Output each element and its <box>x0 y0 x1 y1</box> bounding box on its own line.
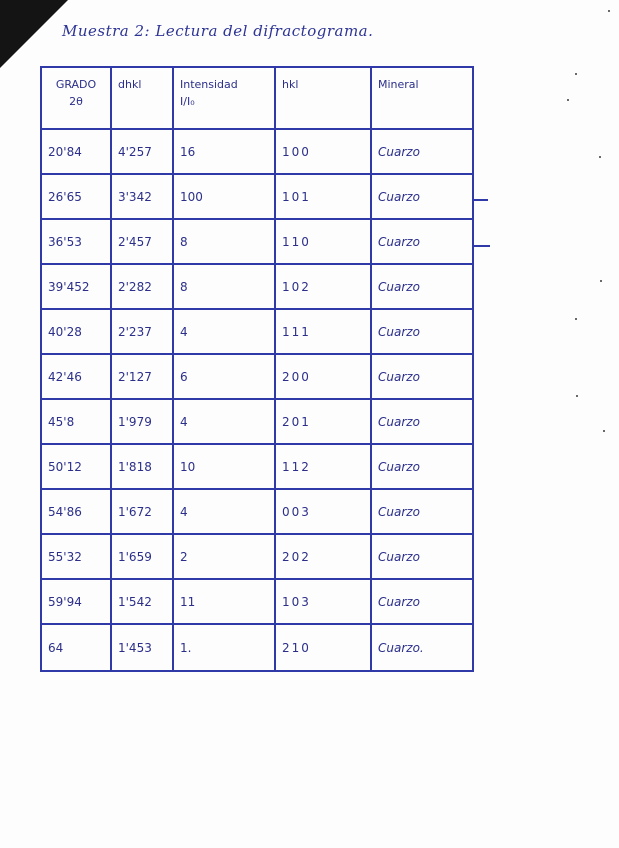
header-intensidad <box>173 67 275 129</box>
cell-dhkl: 3'342 <box>111 174 173 219</box>
cell-dhkl: 2'237 <box>111 309 173 354</box>
cell-mineral: Cuarzo <box>371 534 473 579</box>
cell-dhkl: 1'818 <box>111 444 173 489</box>
cell-hkl: 003 <box>275 489 371 534</box>
cell-dhkl: 2'282 <box>111 264 173 309</box>
cell-dhkl: 1'542 <box>111 579 173 624</box>
header-grado-line1: GRADO <box>55 78 97 91</box>
cell-grado: 26'65 <box>41 174 111 219</box>
cell-hkl: 102 <box>275 264 371 309</box>
header-mineral <box>371 67 473 129</box>
stray-line <box>474 199 488 201</box>
table-row <box>41 174 473 219</box>
cell-intensidad: 4 <box>173 309 275 354</box>
cell-intensidad: 6 <box>173 354 275 399</box>
cell-grado: 45'8 <box>41 399 111 444</box>
header-intensidad-line1: Intensidad <box>180 78 238 91</box>
cell-grado: 59'94 <box>41 579 111 624</box>
table-row <box>41 489 473 534</box>
table-row <box>41 354 473 399</box>
cell-mineral: Cuarzo <box>371 309 473 354</box>
table-row <box>41 579 473 624</box>
cell-mineral: Cuarzo <box>371 579 473 624</box>
cell-dhkl: 1'979 <box>111 399 173 444</box>
paper-speck <box>567 99 569 101</box>
cell-dhkl: 1'453 <box>111 624 173 671</box>
table-row <box>41 534 473 579</box>
cell-intensidad: 100 <box>173 174 275 219</box>
cell-grado: 55'32 <box>41 534 111 579</box>
cell-mineral: Cuarzo <box>371 174 473 219</box>
cell-mineral: Cuarzo <box>371 444 473 489</box>
cell-hkl: 101 <box>275 174 371 219</box>
table-row <box>41 624 473 671</box>
cell-mineral: Cuarzo <box>371 264 473 309</box>
header-grado <box>41 67 111 129</box>
cell-hkl: 111 <box>275 309 371 354</box>
header-mineral-label: Mineral <box>378 78 419 91</box>
cell-grado: 64 <box>41 624 111 671</box>
paper-speck <box>576 395 578 397</box>
cell-grado: 20'84 <box>41 129 111 174</box>
cell-dhkl: 2'127 <box>111 354 173 399</box>
cell-hkl: 110 <box>275 219 371 264</box>
cell-mineral: Cuarzo <box>371 399 473 444</box>
cell-grado: 40'28 <box>41 309 111 354</box>
cell-hkl: 201 <box>275 399 371 444</box>
stray-line <box>474 245 490 247</box>
header-intensidad-line2: I/I₀ <box>180 95 195 108</box>
table-row <box>41 399 473 444</box>
cell-dhkl: 1'659 <box>111 534 173 579</box>
cell-intensidad: 10 <box>173 444 275 489</box>
header-dhkl <box>111 67 173 129</box>
cell-dhkl: 4'257 <box>111 129 173 174</box>
cell-mineral: Cuarzo <box>371 354 473 399</box>
cell-grado: 36'53 <box>41 219 111 264</box>
table-header-row <box>41 67 473 129</box>
cell-mineral: Cuarzo <box>371 219 473 264</box>
cell-intensidad: 2 <box>173 534 275 579</box>
cell-grado: 42'46 <box>41 354 111 399</box>
cell-mineral: Cuarzo <box>371 129 473 174</box>
header-grado-line2: 2θ <box>69 95 83 108</box>
page-heading: Muestra 2: Lectura del difractograma. <box>62 22 374 40</box>
cell-dhkl: 2'457 <box>111 219 173 264</box>
table-body <box>41 129 473 671</box>
table-row <box>41 444 473 489</box>
cell-dhkl: 1'672 <box>111 489 173 534</box>
cell-intensidad: 16 <box>173 129 275 174</box>
paper-speck <box>599 156 601 158</box>
table-row <box>41 219 473 264</box>
paper-speck <box>600 280 602 282</box>
paper-speck <box>575 73 577 75</box>
cell-hkl: 200 <box>275 354 371 399</box>
folded-corner <box>0 0 68 68</box>
cell-intensidad: 8 <box>173 219 275 264</box>
cell-hkl: 210 <box>275 624 371 671</box>
cell-hkl: 112 <box>275 444 371 489</box>
table-row <box>41 129 473 174</box>
header-dhkl-label: dhkl <box>118 78 142 91</box>
paper-speck <box>603 430 605 432</box>
paper-speck <box>608 10 610 12</box>
cell-grado: 39'452 <box>41 264 111 309</box>
cell-intensidad: 8 <box>173 264 275 309</box>
cell-hkl: 100 <box>275 129 371 174</box>
cell-intensidad: 4 <box>173 489 275 534</box>
diffractogram-table <box>40 66 474 672</box>
cell-intensidad: 11 <box>173 579 275 624</box>
header-hkl-label: hkl <box>282 78 299 91</box>
diffractogram-table-wrapper <box>40 66 480 672</box>
cell-grado: 50'12 <box>41 444 111 489</box>
cell-hkl: 103 <box>275 579 371 624</box>
cell-mineral: Cuarzo <box>371 489 473 534</box>
paper-speck <box>575 318 577 320</box>
header-hkl <box>275 67 371 129</box>
cell-intensidad: 4 <box>173 399 275 444</box>
cell-mineral: Cuarzo. <box>371 624 473 671</box>
table-row <box>41 309 473 354</box>
cell-hkl: 202 <box>275 534 371 579</box>
cell-intensidad: 1. <box>173 624 275 671</box>
table-row <box>41 264 473 309</box>
cell-grado: 54'86 <box>41 489 111 534</box>
